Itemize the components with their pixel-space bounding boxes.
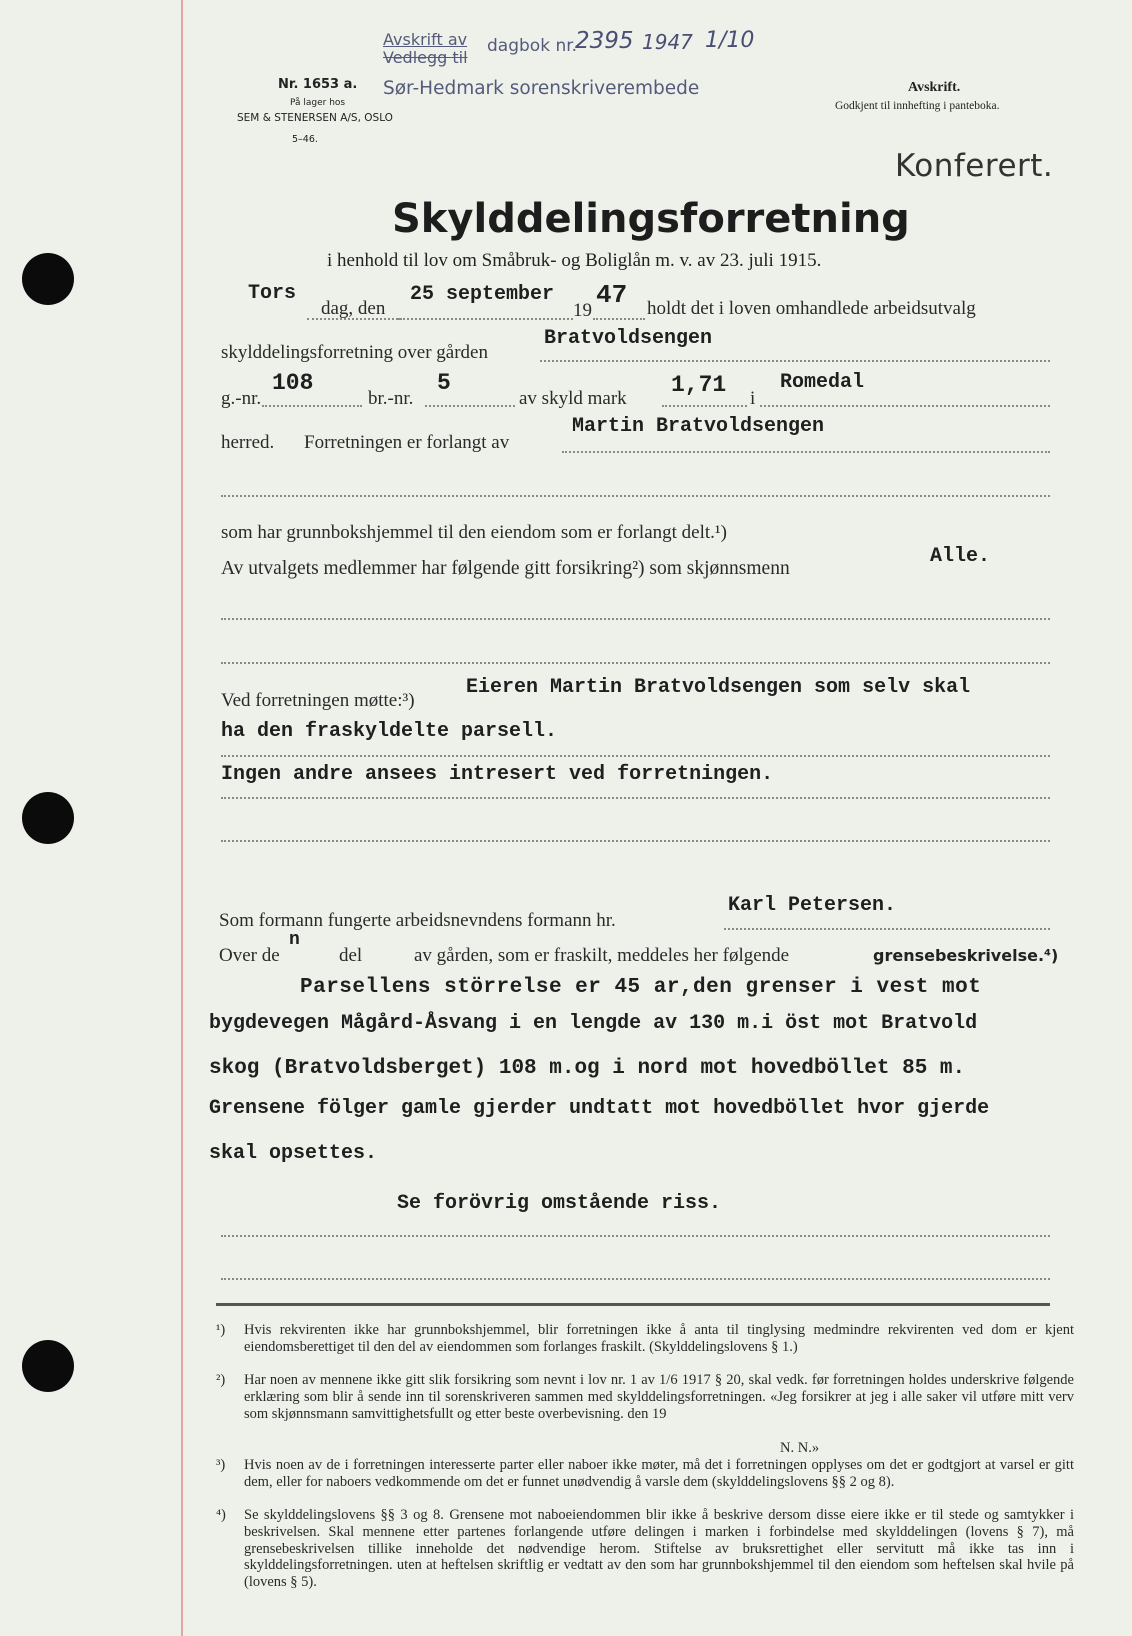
- dotted-line: [221, 618, 1050, 620]
- motte-line-2: ha den fraskyldelte parsell.: [221, 720, 558, 743]
- motte-line-3: Ingen andre ansees intresert ved forretningen.: [221, 763, 774, 786]
- year-value: 47: [596, 280, 628, 310]
- year-prefix: 19: [573, 300, 592, 321]
- footnote-separator: [216, 1303, 1050, 1306]
- grense-line-4: Grensene fölger gamle gjerder undtatt mot hovedböllet hvor gjerde: [209, 1097, 990, 1120]
- herred-name: Romedal: [780, 371, 865, 394]
- forlangt-label: Forretningen er forlangt av: [304, 432, 510, 453]
- grense-line-2: bygdevegen Mågård-Åsvang i en lengde av 130 m.i öst mot Bratvold: [209, 1012, 978, 1035]
- over-de-label: Over de: [219, 945, 280, 966]
- requester-value: Martin Bratvoldsengen: [572, 415, 825, 438]
- subtitle: i henhold til lov om Småbruk- og Boliglån m. v. av 23. juli 1915.: [327, 250, 822, 271]
- weekday-value: Tors: [248, 282, 297, 305]
- dotted-line: [221, 495, 1050, 497]
- form-number: Nr. 1653 a.: [278, 77, 358, 92]
- avskrift-label: Avskrift.: [908, 80, 961, 95]
- dotted-line: [425, 405, 515, 407]
- printer-name: SEM & STENERSEN A/S, OSLO: [237, 112, 393, 124]
- margin-line: [181, 0, 183, 1636]
- footnote-number: ²): [216, 1372, 226, 1388]
- dotted-line: [262, 405, 362, 407]
- grunnbok-text: som har grunnbokshjemmel til den eiendom som er forlangt delt.¹): [221, 522, 727, 543]
- dagbok-year: 1947: [642, 30, 693, 54]
- skjonnsmenn-value: Alle.: [930, 545, 991, 568]
- grense-line-5: skal opsettes.: [209, 1142, 378, 1165]
- footnote-number: ¹): [216, 1322, 226, 1338]
- herred-label: herred.: [221, 432, 275, 453]
- konferert-stamp: Konferert.: [895, 148, 1054, 184]
- dagbok-label: dagbok nr.: [487, 36, 578, 56]
- skyld-value: 1,71: [671, 372, 727, 398]
- footnote-number: ⁴): [216, 1507, 226, 1523]
- print-code: 5–46.: [292, 134, 318, 145]
- gaarden-label: av gården, som er fraskilt, meddeles her følgende: [414, 945, 790, 966]
- dotted-line: [221, 1278, 1050, 1280]
- formann-value: Karl Petersen.: [728, 894, 897, 917]
- dotted-line: [221, 797, 1050, 799]
- skyld-label: av skyld mark: [519, 388, 627, 409]
- dotted-line: [724, 928, 1050, 930]
- dotted-line: [221, 840, 1050, 842]
- grense-line-1: Parsellens störrelse er 45 ar,den grenser i vest mot: [300, 976, 982, 999]
- motte-label: Ved forretningen møtte:³): [221, 690, 415, 711]
- skylddeling-label: skylddelingsforretning over gården: [221, 342, 488, 363]
- riss-note: Se forövrig omstående riss.: [397, 1192, 722, 1215]
- footnote-signature: [780, 1440, 819, 1457]
- footnote-text: Hvis noen av de i forretningen interesserte parter eller naboer ikke møter, må det i forretningen opplyses om det er godtgjort at varsel er gitt dem, eller for naboers vedkommende om det er funnet unødvendig å varsle dem (skylddelingslovens §§ 2 og 8).: [244, 1457, 1074, 1490]
- grense-line-3: skog (Bratvoldsberget) 108 m.og i nord mot hovedböllet 85 m.: [209, 1057, 966, 1080]
- brnr-value: 5: [437, 370, 451, 396]
- dotted-line: [221, 1235, 1050, 1237]
- punch-hole: [22, 1340, 74, 1392]
- formann-label: Som formann fungerte arbeidsnevndens formann hr.: [219, 910, 616, 931]
- avskrift-av-stamp: Avskrift av: [383, 30, 468, 49]
- punch-hole: [22, 253, 74, 305]
- i-label: i: [750, 388, 756, 409]
- dotted-line: [662, 405, 747, 407]
- gnr-value: 108: [272, 370, 314, 396]
- dotted-line: [221, 662, 1050, 664]
- dagbok-date: 1/10: [705, 28, 755, 53]
- pa-lager-hos: På lager hos: [290, 98, 346, 108]
- motte-line-1: Eieren Martin Bratvoldsengen som selv skal: [466, 676, 971, 699]
- vedlegg-til-stamp: Vedlegg til: [383, 48, 468, 67]
- farm-value: Bratvoldsengen: [544, 327, 713, 350]
- dotted-line: [307, 318, 402, 320]
- grense-label: grensebeskrivelse.⁴): [873, 946, 1059, 965]
- footnote-text: N. N.»: [780, 1440, 820, 1456]
- utvalgets-text: Av utvalgets medlemmer har følgende gitt forsikring²) som skjønnsmenn: [221, 558, 790, 579]
- dotted-line: [540, 360, 1050, 362]
- dagbok-number: 2395: [575, 28, 634, 54]
- holdt-label: holdt det i loven omhandlede arbeidsutvalg: [647, 298, 976, 319]
- footnote-text: Har noen av mennene ikke gitt slik forsikring som nevnt i lov nr. 1 av 1/6 1917 § 20, skal vedk. før forretningen holdes underskrive følgende erklæring som blir å sende inn til sorenskriveren sammen med skylddelingsforretningen. «Jeg forsikrer at jeg i alle saker vil utføre mitt verv som skjønnsmann samvittighetsfullt og etter beste overbevisning. den 19: [244, 1372, 1074, 1422]
- dag-den-label: dag, den: [321, 298, 386, 319]
- gnr-label: g.-nr.: [221, 388, 262, 409]
- dotted-line: [760, 405, 1050, 407]
- footnote-text: Se skylddelingslovens §§ 3 og 8. Grensene mot naboeiendommen blir ikke å beskrive dersom disse eiere ikke er til stede og samtykker i beskrivelsen. Skal mennene etter partenes forlangende utføre delingen i marken i forbindelse med skylddelingen (lovens § 7), må grensebeskrivelsen tillike inneholde det nødvendige herom. Stiftelse av bruksrettighet eller servitutt må ikke tas inn i skylddelingsforretningen. uten at heftelsen skriftlig er vedtatt av den som har grunnbokshjemmel til den eiendom som heftelsen skal hvile på (lovens § 5).: [244, 1507, 1074, 1591]
- over-de-suffix: n: [289, 930, 300, 950]
- footnote-text: Hvis rekvirenten ikke har grunnbokshjemmel, blir forretningen ikke å anta til tinglysing medmindre rekvirenten ved dom er kjent eiendomsberettiget til den del av eiendommen som forlanges fraskilt. (Skylddelingslovens § 1.): [244, 1322, 1074, 1355]
- date-value: 25 september: [410, 283, 555, 306]
- page-title: Skylddelingsforretning: [392, 196, 910, 242]
- dotted-line: [593, 318, 645, 320]
- del-label: del: [339, 945, 363, 966]
- dotted-line: [221, 755, 1050, 757]
- godkjent-label: Godkjent til innhefting i panteboka.: [835, 100, 1000, 112]
- footnote-number: ³): [216, 1457, 226, 1473]
- brnr-label: br.-nr.: [368, 388, 414, 409]
- dotted-line: [562, 451, 1050, 453]
- dotted-line: [398, 318, 573, 320]
- office-stamp: Sør-Hedmark sorenskriverembede: [383, 78, 700, 99]
- punch-hole: [22, 792, 74, 844]
